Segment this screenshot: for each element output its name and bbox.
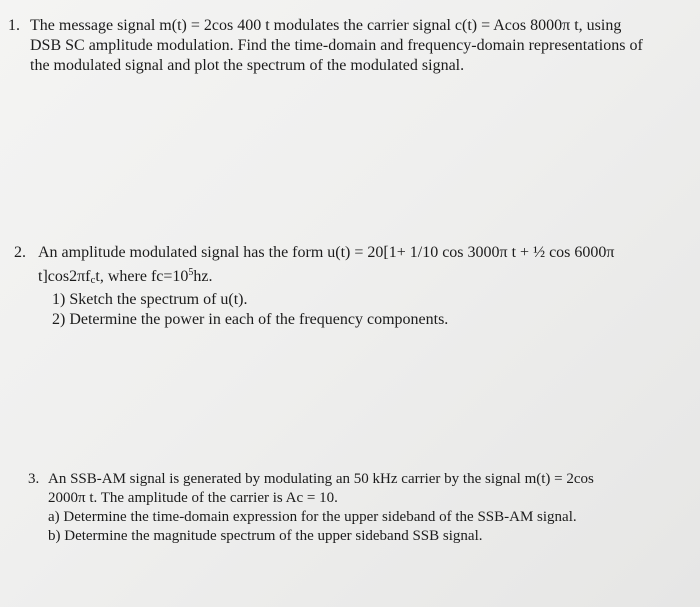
question-line: 2000π t. The amplitude of the carrier is Ac = 10. xyxy=(48,490,338,506)
question-line: An SSB-AM signal is generated by modulating an 50 kHz carrier by the signal m(t) = 2cos xyxy=(48,471,594,487)
sub-question: 1) Sketch the spectrum of u(t). xyxy=(52,291,248,308)
question-body xyxy=(38,243,684,330)
question-line: An amplitude modulated signal has the form u(t) = 20[1+ 1/10 cos 3000π t + ½ cos 6000π xyxy=(38,244,615,261)
sub-question: 2) Determine the power in each of the frequency components. xyxy=(52,311,449,328)
question-line: DSB SC amplitude modulation. Find the time-domain and frequency-domain representations of xyxy=(30,37,643,54)
question-line: The message signal m(t) = 2cos 400 t modulates the carrier signal c(t) = Acos 8000π t, using xyxy=(30,17,622,34)
sub-question: a) Determine the time-domain expression for the upper sideband of the SSB-AM signal. xyxy=(48,509,577,525)
formula-text: t, where fc=10 xyxy=(95,268,189,285)
question-number: 2. xyxy=(14,244,26,261)
question-line: the modulated signal and plot the spectrum of the modulated signal. xyxy=(30,57,465,74)
formula-text: t]cos2πf xyxy=(38,268,91,285)
question-number: 1. xyxy=(8,17,20,34)
subscript: c xyxy=(90,274,96,286)
question-2 xyxy=(14,243,684,330)
question-line xyxy=(38,263,684,290)
superscript: 5 xyxy=(188,267,194,278)
question-3 xyxy=(28,470,678,546)
question-number: 3. xyxy=(28,471,40,487)
formula-text: hz. xyxy=(193,268,213,285)
sub-question: b) Determine the magnitude spectrum of the upper sideband SSB signal. xyxy=(48,528,483,544)
question-body xyxy=(48,470,678,546)
question-body xyxy=(30,16,692,76)
question-1 xyxy=(8,16,692,76)
